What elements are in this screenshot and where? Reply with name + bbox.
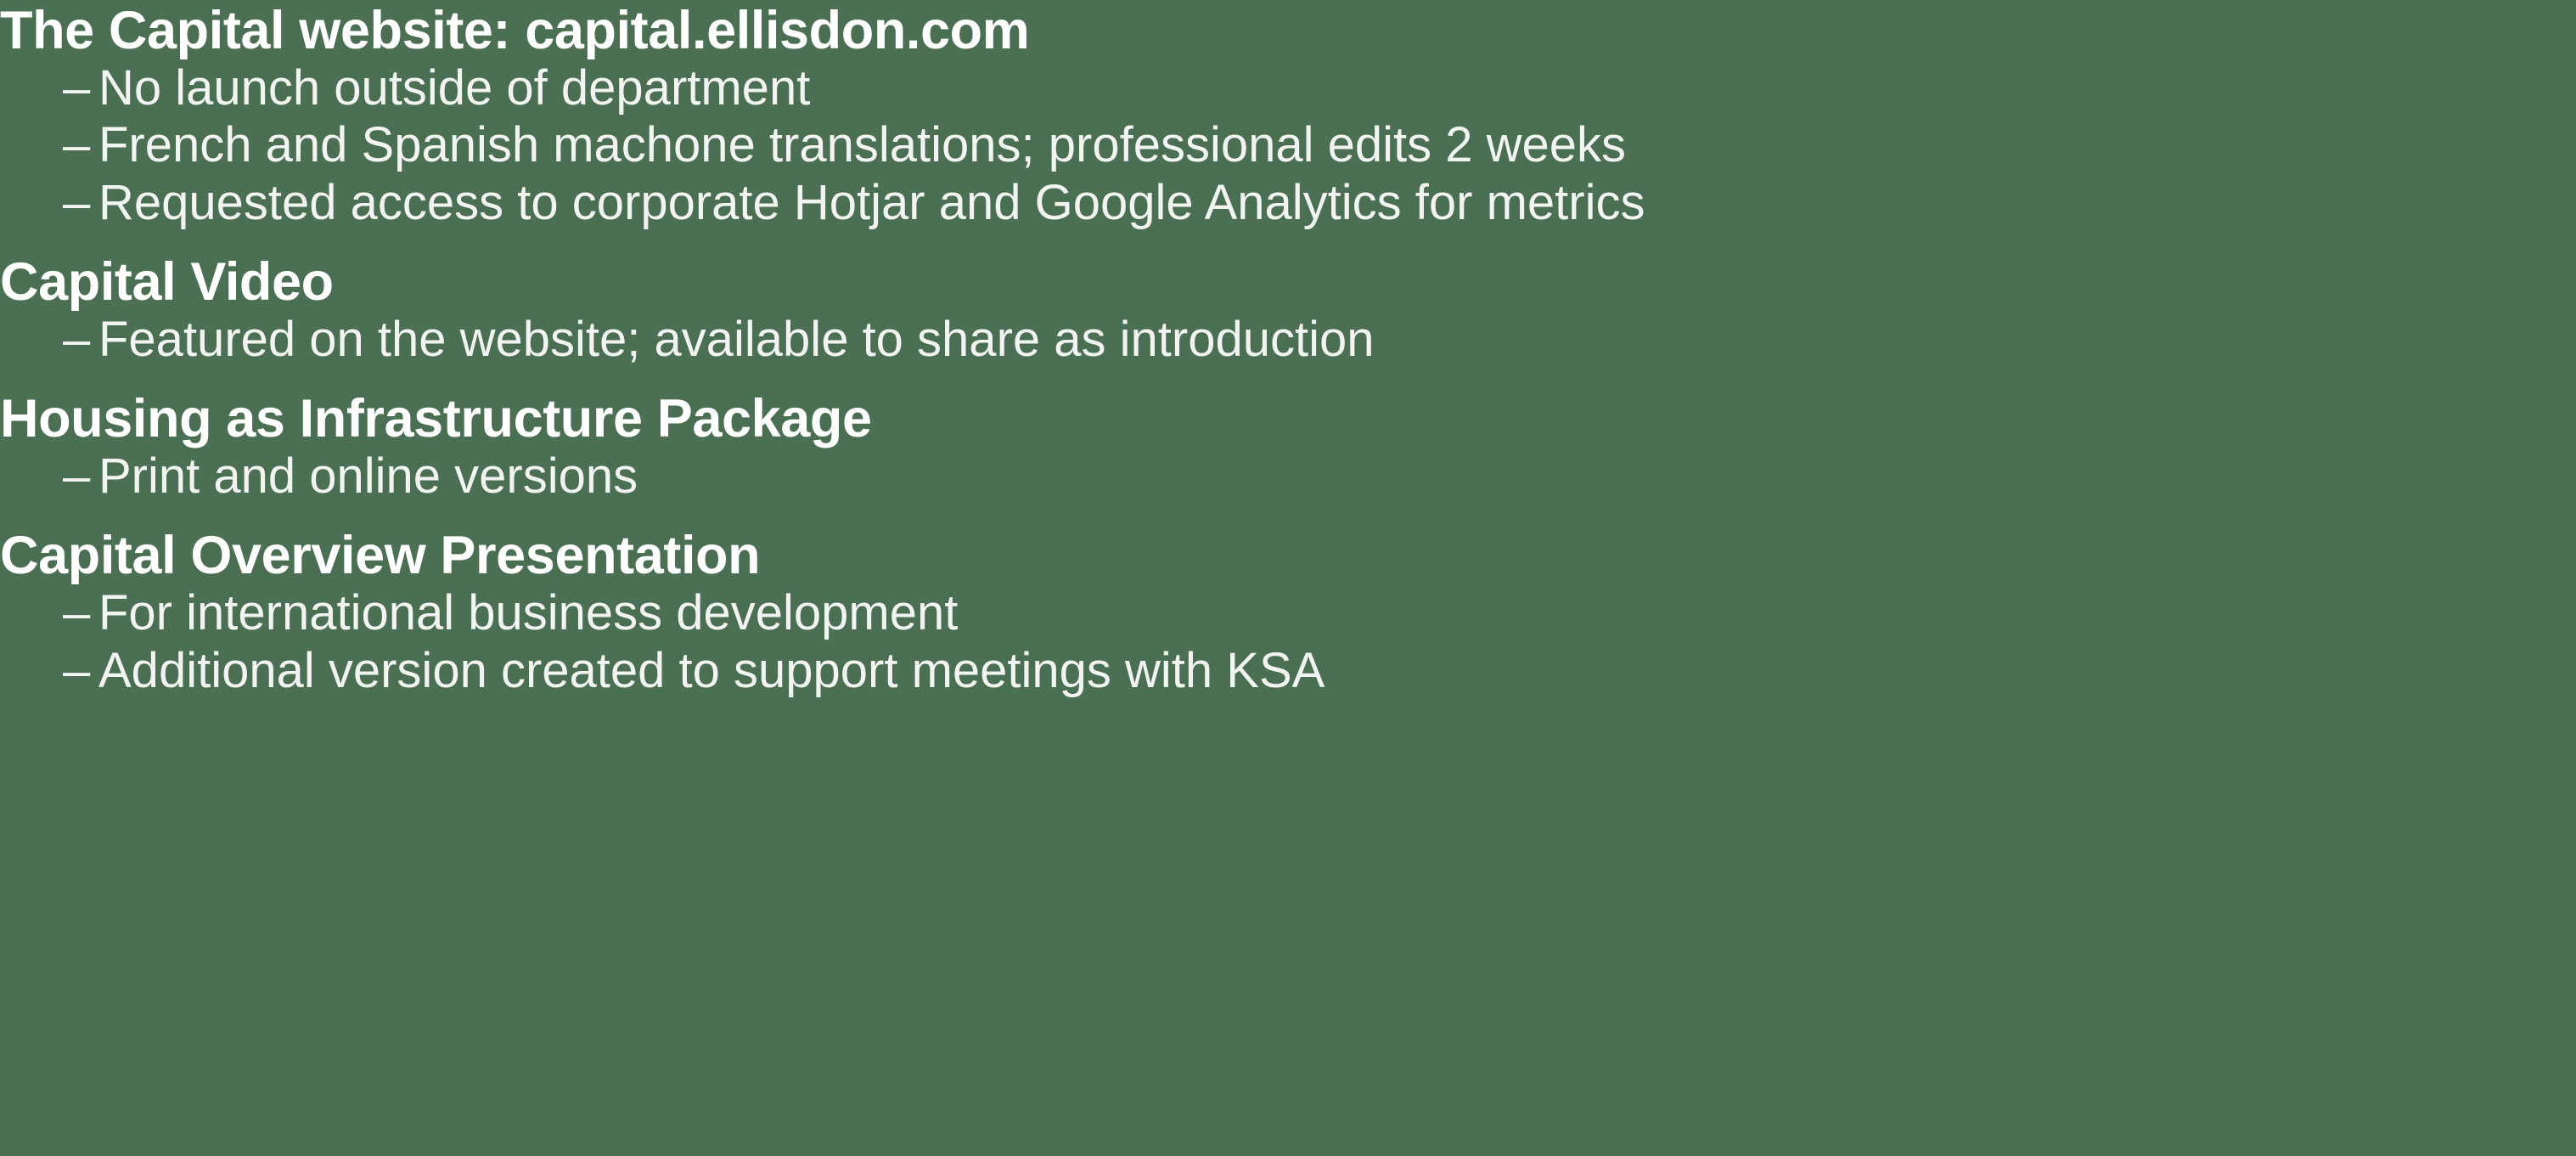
section-heading: Capital Video [0,251,334,312]
list-item-label: No launch outside of department [98,60,811,116]
bullet-list [0,59,2576,231]
content-section [0,390,2576,505]
list-item-label: Featured on the website; available to share as introduction [98,311,1375,367]
spacer [0,231,2576,253]
list-item [0,311,2576,368]
list-item-label: Requested access to corporate Hotjar and Google Analytics for metrics [98,174,1645,230]
list-item-label: French and Spanish machone translations; professional edits 2 weeks [98,117,1627,173]
bullet-dash: – [63,117,91,173]
list-item-label: Additional version created to support meetings with KSA [98,642,1325,698]
list-item [0,116,2576,173]
bullet-dash: – [63,311,91,367]
bullet-dash: – [63,60,91,116]
content-section [0,0,2576,231]
list-item [0,642,2576,699]
spacer [0,368,2576,390]
list-item-label: Print and online versions [98,448,638,505]
bullet-dash: – [63,585,91,641]
list-item [0,174,2576,231]
bullet-dash: – [63,642,91,698]
section-heading: Capital Overview Presentation [0,526,761,586]
bullet-list [0,584,2576,699]
bullet-list [0,448,2576,505]
content-section [0,253,2576,368]
section-heading: Housing as Infrastructure Package [0,389,872,449]
section-heading: The Capital website: capital.ellisdon.com [0,1,1030,60]
list-item-label: For international business development [98,585,959,641]
bullet-dash: – [63,174,91,230]
list-item [0,448,2576,505]
bullet-dash: – [63,448,91,505]
list-item [0,59,2576,116]
bullet-list [0,311,2576,368]
list-item [0,584,2576,641]
spacer [0,505,2576,527]
content-section [0,527,2576,699]
